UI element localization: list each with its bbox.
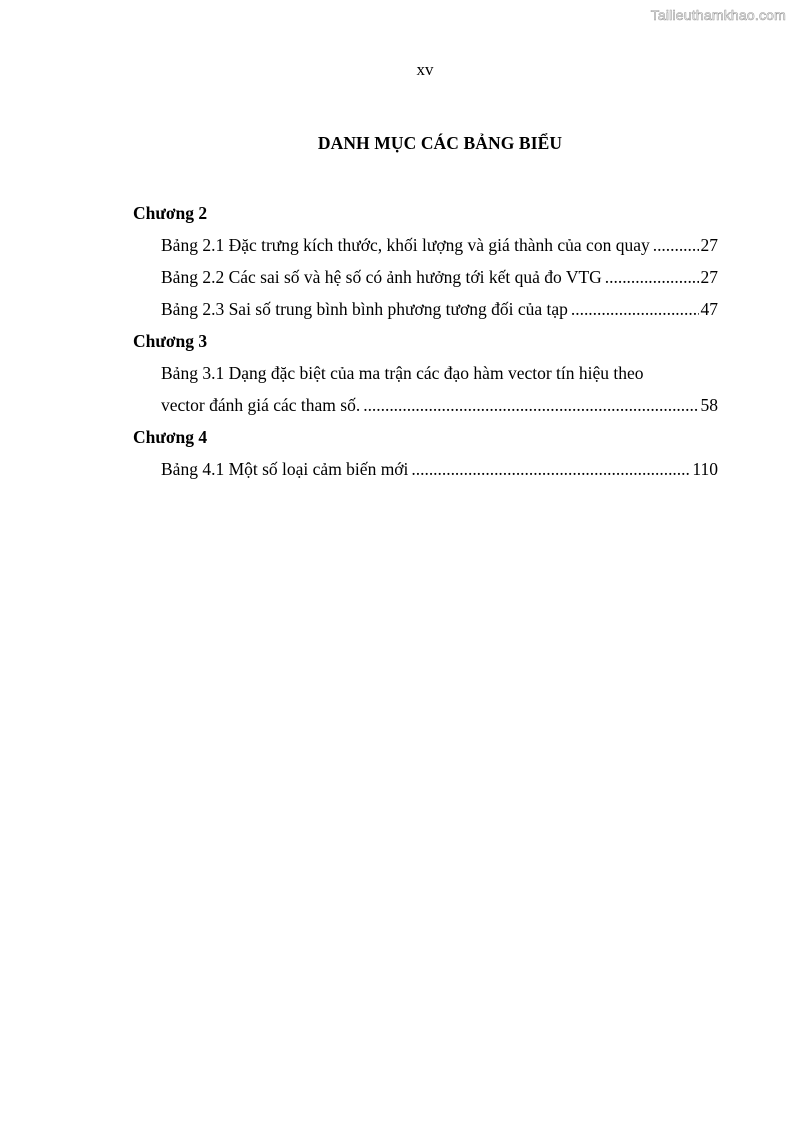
dot-leader xyxy=(411,453,690,485)
toc-entry-page: 27 xyxy=(700,235,718,255)
toc-entry-table-3-1[interactable] xyxy=(161,357,718,421)
toc-entry-table-4-1[interactable] xyxy=(161,453,718,485)
toc-entry-text-line1: Bảng 3.1 Dạng đặc biệt của ma trận các đạo hàm vector tín hiệu theo xyxy=(161,363,644,383)
dot-leader xyxy=(571,293,699,325)
toc-entry-text: Bảng 2.1 Đặc trưng kích thước, khối lượng và giá thành của con quay xyxy=(161,235,650,255)
toc-entry-table-2-3[interactable] xyxy=(161,293,718,325)
page-title: DANH MỤC CÁC BẢNG BIỂU xyxy=(317,133,563,153)
chapter-heading-2: Chương 2 xyxy=(133,203,208,223)
toc-entry-page: 58 xyxy=(700,395,718,415)
toc-entry-text: Bảng 2.2 Các sai số và hệ số có ảnh hưởng tới kết quả đo VTG xyxy=(161,267,602,287)
table-of-contents xyxy=(133,197,718,485)
dot-leader xyxy=(363,389,698,421)
toc-entry-text: Bảng 4.1 Một số loại cảm biến mới xyxy=(161,459,409,479)
watermark: Tailieuthamkhao.com xyxy=(650,7,786,23)
toc-entry-page: 110 xyxy=(692,459,718,479)
dot-leader xyxy=(653,229,699,261)
toc-entry-table-2-1[interactable] xyxy=(161,229,718,261)
page-number: xv xyxy=(416,60,434,79)
toc-entry-page: 27 xyxy=(700,267,718,287)
toc-entry-text: Bảng 2.3 Sai số trung bình bình phương tương đối của tạp xyxy=(161,299,568,319)
chapter-heading-3: Chương 3 xyxy=(133,331,208,351)
toc-entry-page: 47 xyxy=(700,299,718,319)
toc-entry-text-line2: vector đánh giá các tham số. xyxy=(161,395,361,415)
toc-entry-table-2-2[interactable] xyxy=(161,261,718,293)
dot-leader xyxy=(605,261,699,293)
chapter-heading-4: Chương 4 xyxy=(133,427,208,447)
